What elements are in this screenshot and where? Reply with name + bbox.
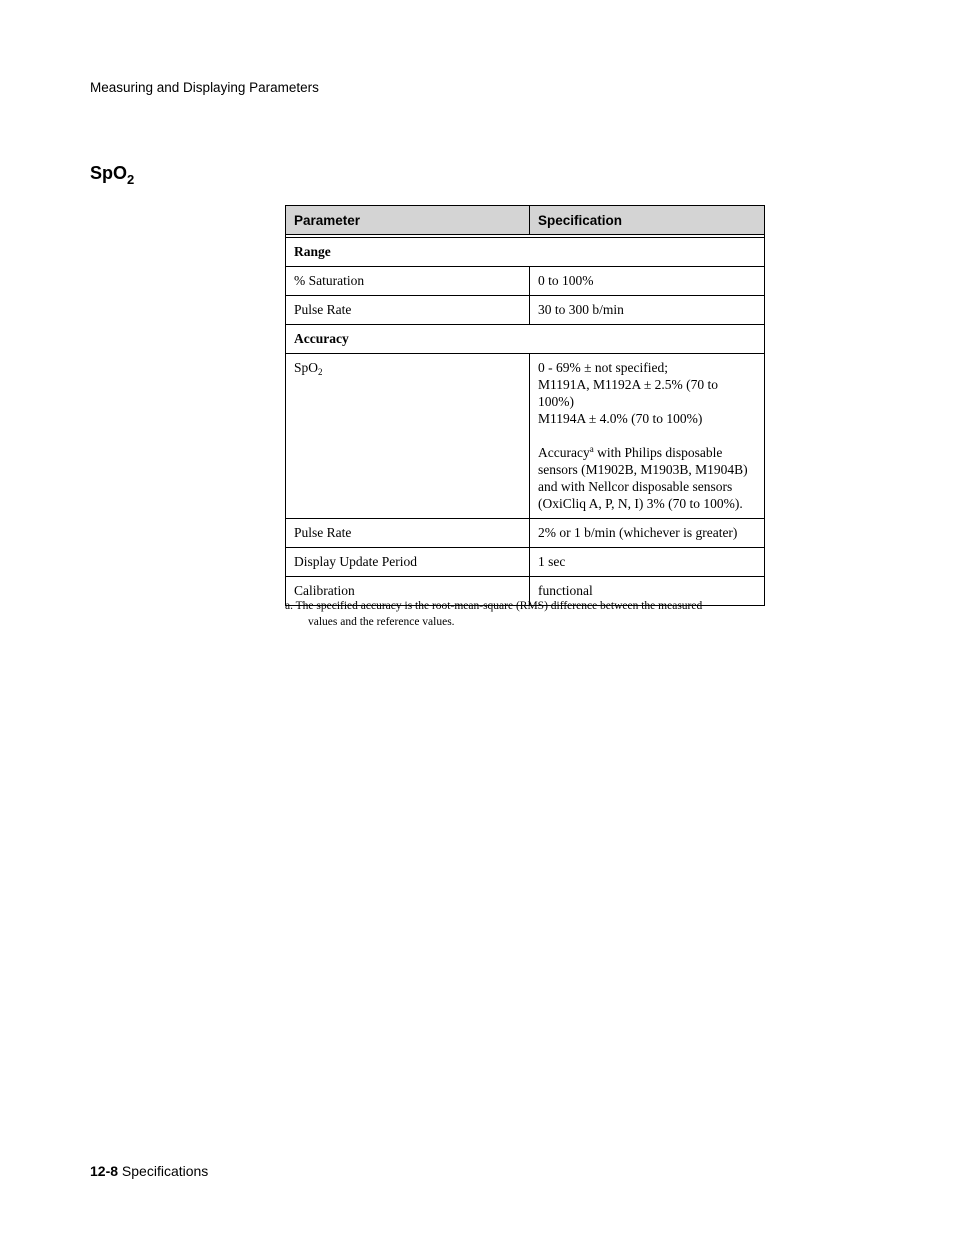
section-title-subscript: 2 — [127, 172, 135, 187]
spec-spo2-accuracy-word: Accuracy — [538, 445, 590, 460]
table-row — [286, 267, 765, 296]
table-row — [286, 354, 765, 519]
param-display-update: Display Update Period — [286, 548, 530, 577]
spec-spo2-line2: M1191A, M1192A ± 2.5% (70 to 100%) — [538, 377, 719, 409]
spec-calibration: functional — [530, 577, 765, 606]
footnote-line1: a. The specified accuracy is the root-mean-square (RMS) difference between the measured — [285, 600, 703, 612]
group-label-accuracy: Accuracy — [286, 325, 765, 354]
table-row — [286, 519, 765, 548]
spec-spo2 — [530, 354, 765, 519]
group-label-range: Range — [286, 238, 765, 267]
page-footer — [90, 1163, 208, 1179]
page-number: 12-8 — [90, 1163, 119, 1179]
table-header-row — [286, 206, 765, 235]
spec-spo2-accuracy-note — [538, 444, 756, 512]
spec-pulse-rate-range: 30 to 300 b/min — [530, 296, 765, 325]
param-pulse-rate-accuracy: Pulse Rate — [286, 519, 530, 548]
spec-spo2-line3: M1194A ± 4.0% (70 to 100%) — [538, 411, 703, 426]
section-title — [90, 163, 134, 187]
spec-spo2-lines — [538, 359, 756, 427]
table-row — [286, 296, 765, 325]
spec-spo2-accuracy-rest: with Philips disposable sensors (M1902B, M1903B, M1904B) and with Nellcor disposable sensors (OxiCliq A, P, N, I) 3% (70 to 100%). — [538, 445, 748, 511]
table-footnote — [285, 598, 755, 630]
param-saturation: % Saturation — [286, 267, 530, 296]
footnote-line2: values and the reference values. — [308, 616, 455, 628]
param-spo2-subscript: 2 — [318, 367, 323, 377]
param-calibration: Calibration — [286, 577, 530, 606]
spec-saturation: 0 to 100% — [530, 267, 765, 296]
table-row — [286, 548, 765, 577]
param-pulse-rate-range: Pulse Rate — [286, 296, 530, 325]
spec-display-update: 1 sec — [530, 548, 765, 577]
spec-pulse-rate-accuracy: 2% or 1 b/min (whichever is greater) — [530, 519, 765, 548]
running-header: Measuring and Displaying Parameters — [90, 80, 319, 95]
param-spo2 — [286, 354, 530, 519]
column-header-specification: Specification — [530, 206, 765, 235]
param-spo2-text: SpO — [294, 360, 319, 375]
chapter-name: Specifications — [121, 1163, 209, 1179]
footnote-ref-a: a — [589, 444, 594, 454]
section-title-text: SpO — [90, 163, 128, 183]
spec-table — [285, 205, 765, 606]
group-row-accuracy — [286, 325, 765, 354]
spec-spo2-line1: 0 - 69% ± not specified; — [538, 360, 669, 375]
group-row-range — [286, 238, 765, 267]
column-header-parameter: Parameter — [286, 206, 530, 235]
